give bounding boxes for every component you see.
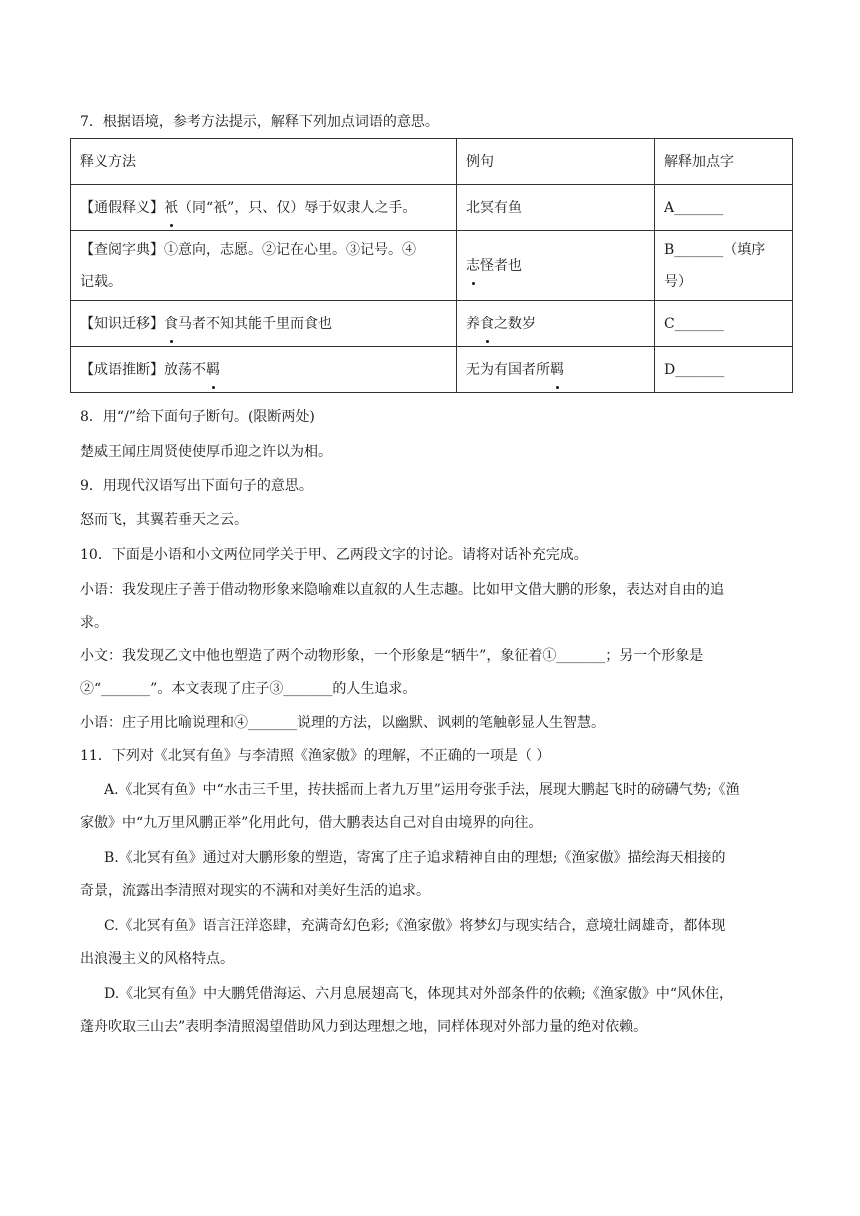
option-a: A.《北冥有鱼》中“水击三千里，抟扶摇而上者九万里”运用夸张手法，展现大鹏起飞时的磅礴气势;《渔 bbox=[104, 782, 740, 798]
header-answer: 解释加点字 bbox=[655, 139, 793, 185]
example-cell bbox=[457, 301, 655, 347]
answer-blank-c: C_______ bbox=[664, 315, 724, 332]
method-tag: 【查阅字典】 bbox=[80, 241, 164, 258]
q10-line: 小文：我发现乙文中他也塑造了两个动物形象，一个形象是“牺牛”，象征着①_______；另一个形象是 bbox=[80, 648, 704, 664]
table-row bbox=[71, 231, 793, 301]
answer-blank-a: A_______ bbox=[664, 199, 724, 216]
method-tag: 【知识迁移】 bbox=[80, 315, 164, 332]
option-b: B.《北冥有鱼》通过对大鹏形象的塑造，寄寓了庄子追求精神自由的理想;《渔家傲》描绘海天相接的 bbox=[104, 850, 726, 866]
method-tag: 【成语推断】 bbox=[80, 361, 164, 378]
q10-line: ②“_______”。本文表现了庄子③_______的人生追求。 bbox=[80, 681, 417, 697]
table-row bbox=[71, 347, 793, 393]
q7-title: 7．根据语境，参考方法提示，解释下列加点词语的意思。 bbox=[80, 114, 439, 130]
example-text: 无为有国者所 bbox=[466, 361, 550, 378]
method-text-cont: 记载。 bbox=[80, 273, 122, 290]
option-a-cont: 家傲》中“九万里风鹏正举”化用此句，借大鹏表达自己对自由境界的向往。 bbox=[80, 815, 543, 831]
dotted-char: 志 bbox=[466, 250, 480, 282]
method-text: 马者不知其能千里而食也 bbox=[178, 315, 332, 332]
q10-title: 10．下面是小语和小文两位同学关于甲、乙两段文字的讨论。请将对话补充完成。 bbox=[80, 547, 588, 563]
answer-cell bbox=[655, 231, 793, 301]
method-text: （同“衹”，只、仅）辱于奴隶人之手。 bbox=[178, 199, 417, 216]
q10-line: 求。 bbox=[80, 615, 108, 631]
example-cell bbox=[457, 231, 655, 301]
header-method: 释义方法 bbox=[71, 139, 457, 185]
table-header-row bbox=[71, 139, 793, 185]
method-cell bbox=[71, 347, 457, 393]
example-text: 之数岁 bbox=[494, 315, 536, 332]
dotted-char: 食 bbox=[164, 308, 178, 340]
example-text: 北冥有鱼 bbox=[466, 199, 522, 216]
example-text: 怪者也 bbox=[480, 257, 522, 274]
q10-line: 小语：庄子用比喻说理和④_______说理的方法，以幽默、讽刺的笔触彰显人生智慧。 bbox=[80, 715, 605, 731]
example-cell bbox=[457, 347, 655, 393]
option-c-cont: 出浪漫主义的风格特点。 bbox=[80, 951, 234, 967]
q8-sentence: 楚威王闻庄周贤使使厚币迎之许以为相。 bbox=[80, 444, 332, 460]
option-c: C.《北冥有鱼》语言汪洋恣肆，充满奇幻色彩;《渔家傲》将梦幻与现实结合，意境壮阔雄奇，都体现 bbox=[104, 918, 726, 934]
answer-blank-d: D_______ bbox=[664, 361, 725, 378]
method-cell bbox=[71, 185, 457, 231]
dotted-char: 羁 bbox=[206, 354, 220, 386]
q9-sentence: 怒而飞，其翼若垂天之云。 bbox=[80, 512, 248, 528]
dotted-char: 衹 bbox=[164, 192, 178, 224]
answer-cell bbox=[655, 185, 793, 231]
q10-line: 小语：我发现庄子善于借动物形象来隐喻难以直叙的人生志趣。比如甲文借大鹏的形象，表达对自由的追 bbox=[80, 582, 724, 598]
q9-title: 9．用现代汉语写出下面句子的意思。 bbox=[80, 478, 313, 494]
answer-cell bbox=[655, 347, 793, 393]
answer-cell bbox=[655, 301, 793, 347]
dotted-char: 食 bbox=[480, 308, 494, 340]
option-b-cont: 奇景，流露出李清照对现实的不满和对美好生活的追求。 bbox=[80, 883, 430, 899]
method-cell bbox=[71, 301, 457, 347]
answer-hint: 号） bbox=[664, 273, 692, 290]
dotted-char: 羁 bbox=[550, 354, 564, 386]
option-d: D.《北冥有鱼》中大鹏凭借海运、六月息展翅高飞，体现其对外部条件的依赖;《渔家傲》中“风休住， bbox=[104, 986, 734, 1002]
example-cell bbox=[457, 185, 655, 231]
vocab-table bbox=[70, 138, 793, 393]
table-row bbox=[71, 185, 793, 231]
table-row bbox=[71, 301, 793, 347]
header-example: 例句 bbox=[457, 139, 655, 185]
example-text: 养 bbox=[466, 315, 480, 332]
q11-title: 11．下列对《北冥有鱼》与李清照《渔家傲》的理解，不正确的一项是（ ） bbox=[80, 748, 551, 764]
option-d-cont: 蓬舟吹取三山去”表明李清照渴望借助风力到达理想之地，同样体现对外部力量的绝对依赖。 bbox=[80, 1019, 648, 1035]
answer-blank-b: B_______（填序 bbox=[664, 241, 766, 258]
method-tag: 【通假释义】 bbox=[80, 199, 164, 216]
method-text: 放荡不 bbox=[164, 361, 206, 378]
method-text: ①意向，志愿。②记在心里。③记号。④ bbox=[164, 241, 416, 258]
q8-title: 8．用“/”给下面句子断句。(限断两处) bbox=[80, 409, 315, 425]
method-cell bbox=[71, 231, 457, 301]
